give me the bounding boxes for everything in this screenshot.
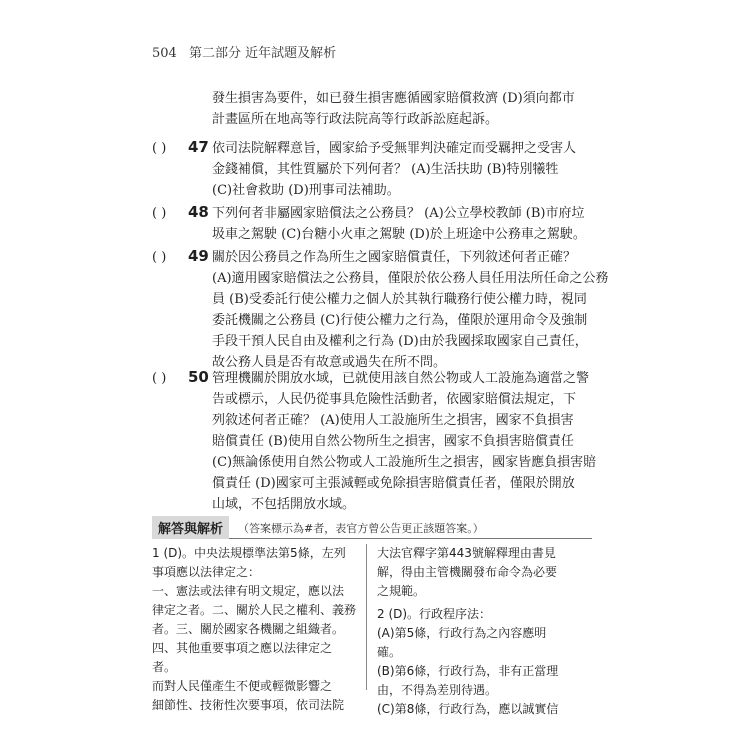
answer-line: (A)第5條，行政行為之內容應明	[377, 626, 547, 640]
question-line: 金錢補償，其性質屬於下列何者？ (A)生活扶助 (B)特別犧牲	[212, 162, 559, 177]
question-line: 故公務人員是否有故意或過失在所不問。	[212, 355, 447, 370]
answer-line: 者。	[152, 660, 177, 674]
question-line: 告或標示，人民仍從事具危險性活動者，依國家賠償法規定，下	[212, 392, 577, 407]
question-number: 50	[188, 368, 209, 386]
answer-line: 由，不得為差別待遇。	[377, 683, 498, 697]
answer-line: (B)第6條，行政行為，非有正當理	[377, 664, 559, 678]
question-line: 關於因公務員之作為所生之國家賠償責任，下列敘述何者正確？	[212, 250, 577, 265]
question-text	[212, 247, 609, 373]
answer-line: 細節性、技術性次要事項，依司法院	[152, 698, 345, 712]
previous-question-continuation	[212, 88, 584, 130]
question-text	[212, 138, 584, 201]
answer-line: 四、其他重要事項之應以法律定之	[152, 641, 333, 655]
page-number: 504	[152, 46, 177, 61]
question-line: 委託機關之公務員 (C)行使公權力之行為，僅限於運用命令及強制	[212, 313, 588, 328]
answer-blank: ( )	[152, 141, 167, 156]
question-line: 償責任 (D)國家可主張減輕或免除損害賠償責任者，僅限於開放	[212, 476, 575, 491]
question-line: (C)社會救助 (D)刑事司法補助。	[212, 183, 400, 198]
answer-line: 解，得由主管機關發布命令為必要	[377, 565, 558, 579]
question-line: (C)無論係使用自然公物或人工設施所生之損害，國家皆應負損害賠	[212, 455, 597, 470]
question-number: 48	[188, 203, 209, 221]
section-title: 第二部分 近年試題及解析	[188, 46, 337, 61]
answers-header	[152, 516, 592, 539]
answer-blank: ( )	[152, 250, 167, 265]
answer-line: 之規範。	[377, 584, 426, 598]
answer-line: 事項應以法律定之：	[152, 565, 261, 579]
question-line: 列敘述何者正確？ (A)使用人工設施所生之損害，國家不負損害	[212, 413, 574, 428]
continuation-line: 計畫區所在地高等行政法院高等行政訴訟庭起訴。	[212, 112, 499, 127]
answer-line: 一、憲法或法律有明文規定，應以法	[152, 584, 345, 598]
question-line: 圾車之駕駛 (C)台糖小火車之駕駛 (D)於上班途中公務車之駕駛。	[212, 227, 586, 242]
answer-line: 1 (D)。中央法規標準法第5條，左列	[152, 546, 346, 560]
answers-title: 解答與解析	[152, 516, 229, 539]
answers-left-column	[152, 544, 357, 715]
question-number: 47	[188, 138, 209, 156]
answer-line: 確。	[377, 645, 402, 659]
column-divider	[366, 544, 367, 690]
question-line: 山域，不包括開放水域。	[212, 497, 356, 512]
question-line: (A)適用國家賠償法之公務員，僅限於依公務人員任用法所任命之公務	[212, 271, 609, 286]
answer-line: 者。三、關於國家各機關之組織者。	[152, 622, 345, 636]
answer-line: 2 (D)。行政程序法：	[377, 607, 492, 621]
question-line: 員 (B)受委託行使公權力之個人於其執行職務行使公權力時，視同	[212, 292, 587, 307]
question-line: 手段干預人民自由及權利之行為 (D)由於我國採取國家自己責任，	[212, 334, 588, 349]
answers-note: （答案標示為#者，表官方曾公告更正該題答案。）	[238, 522, 484, 535]
question-line: 下列何者非屬國家賠償法之公務員？ (A)公立學校教師 (B)市府垃	[212, 206, 585, 221]
continuation-line: 發生損害為要件，如已發生損害應循國家賠償救濟 (D)須向都市	[212, 91, 575, 106]
answer-line: 律定之者。二、關於人民之權利、義務	[152, 603, 357, 617]
question-line: 賠償責任 (B)使用自然公物所生之損害，國家不負損害賠償責任	[212, 434, 574, 449]
answer-blank: ( )	[152, 371, 167, 386]
answer-blank: ( )	[152, 206, 167, 221]
question-line: 依司法院解釋意旨，國家給予受無罪判決確定而受羈押之受害人	[212, 141, 577, 156]
question-line: 管理機關於開放水域，已就使用該自然公物或人工設施為適當之警	[212, 371, 590, 386]
answer-line: (C)第8條，行政行為，應以誠實信	[377, 702, 559, 716]
answer-line: 而對人民僅產生不便或輕微影響之	[152, 679, 333, 693]
page-header	[152, 42, 336, 61]
answer-line: 大法官釋字第443號解釋理由書見	[377, 546, 556, 560]
question-number: 49	[188, 247, 209, 265]
question-text	[212, 368, 597, 515]
answers-right-column	[377, 544, 582, 719]
question-text	[212, 203, 584, 245]
